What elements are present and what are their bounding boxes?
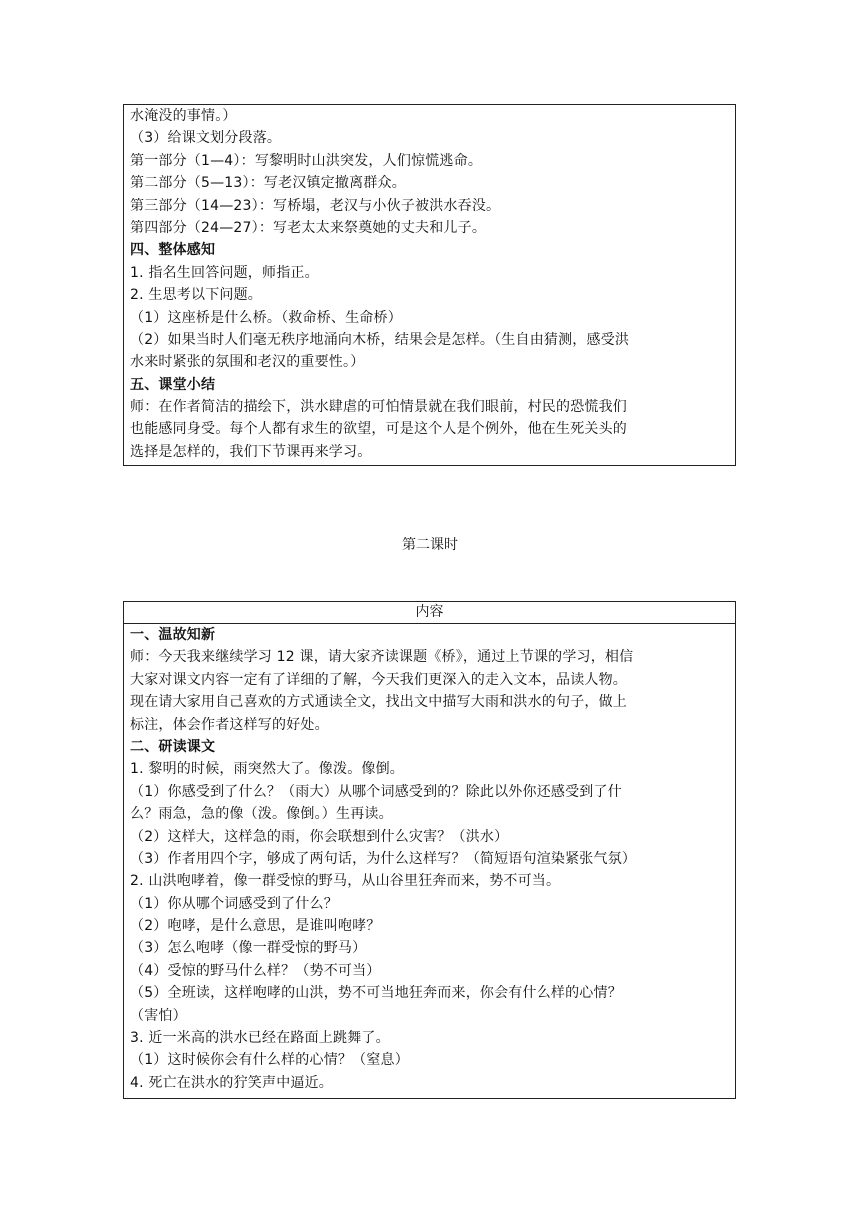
text-line: （3）给课文划分段落。	[130, 130, 282, 147]
text-line: （3）怎么咆哮（像一群受惊的野马）	[130, 940, 367, 957]
text-line: （害怕）	[130, 1007, 187, 1024]
text-line: （2）这样大，这样急的雨，你会联想到什么灾害？（洪水）	[130, 828, 509, 845]
table-header-cell: 内容	[124, 602, 735, 624]
text-line: 第二部分（5—13）：写老汉镇定撤离群众。	[130, 175, 406, 192]
text-line: 现在请大家用自己喜欢的方式通读全文，找出文中描写大雨和洪水的句子，做上	[130, 694, 627, 711]
section-title: 第二课时	[402, 537, 458, 553]
text-line: 师：今天我来继续学习 12 课，请大家齐读课题《桥》，通过上节课的学习，相信	[130, 649, 634, 666]
section-heading: 一、温故知新	[130, 627, 216, 643]
text-line: （1）这座桥是什么桥。（救命桥、生命桥）	[130, 309, 402, 326]
text-line: （2）咆哮，是什么意思，是谁叫咆哮？	[130, 918, 381, 935]
text-line: （2）如果当时人们毫无秩序地涌向木桥，结果会是怎样。（生自由猜测，感受洪	[130, 331, 630, 348]
text-line: （1）你从哪个词感受到了什么？	[130, 895, 338, 912]
text-line: 也能感同身受。每个人都有求生的欲望，可是这个人是个例外，他在生死关头的	[130, 421, 627, 438]
text-line: （1）你感受到了什么？（雨大）从哪个词感受到的？除此以外你还感受到了什	[130, 783, 622, 800]
text-line: 4. 死亡在洪水的狞笑声中逼近。	[130, 1074, 334, 1091]
text-line: 2. 生思考以下问题。	[130, 287, 263, 304]
text-line: （4）受惊的野马什么样？（势不可当）	[130, 962, 381, 979]
text-line: （1）这时候你会有什么样的心情？（窒息）	[130, 1052, 409, 1069]
text-line: 标注，体会作者这样写的好处。	[130, 716, 329, 733]
section-heading: 五、课堂小结	[130, 376, 216, 393]
text-line: 选择是怎样的，我们下节课再来学习。	[130, 443, 372, 460]
text-line: 大家对课文内容一定有了详细的了解，今天我们更深入的走入文本，品读人物。	[130, 671, 627, 688]
text-line: 3. 近一米高的洪水已经在路面上跳舞了。	[130, 1030, 390, 1047]
lesson-two-content-table	[123, 601, 736, 1099]
text-line: 第四部分（24—27）：写老太太来祭奠她的丈夫和儿子。	[130, 219, 487, 236]
text-line: 第三部分（14—23）：写桥塌，老汉与小伙子被洪水吞没。	[130, 197, 501, 214]
section-heading: 二、研读课文	[130, 738, 216, 755]
text-line: 2. 山洪咆哮着，像一群受惊的野马，从山谷里狂奔而来，势不可当。	[130, 873, 561, 890]
text-line: （5）全班读，这样咆哮的山洪，势不可当地狂奔而来，你会有什么样的心情？	[130, 985, 622, 1002]
text-line: （3）作者用四个字，够成了两句话，为什么这样写？（简短语句渲染紧张气氛）	[130, 850, 637, 867]
lesson-two-content-cell	[124, 624, 735, 1094]
text-line: 1. 指名生回答问题，师指正。	[130, 264, 319, 281]
text-line: 师：在作者简洁的描绘下，洪水肆虐的可怕情景就在我们眼前，村民的恐慌我们	[130, 399, 627, 416]
text-line: 么？雨急，急的像（泼。像倒。）生再读。	[130, 806, 393, 823]
text-line: 水来时紧张的氛围和老汉的重要性。）	[130, 354, 365, 371]
lesson-one-content-box	[123, 104, 736, 466]
text-line: 第一部分（1—4）：写黎明时山洪突发，人们惊慌逃命。	[130, 152, 483, 169]
text-line: 1. 黎明的时候，雨突然大了。像泼。像倒。	[130, 761, 405, 778]
text-line: 水淹没的事情。）	[130, 108, 237, 124]
section-heading: 四、整体感知	[130, 242, 216, 259]
